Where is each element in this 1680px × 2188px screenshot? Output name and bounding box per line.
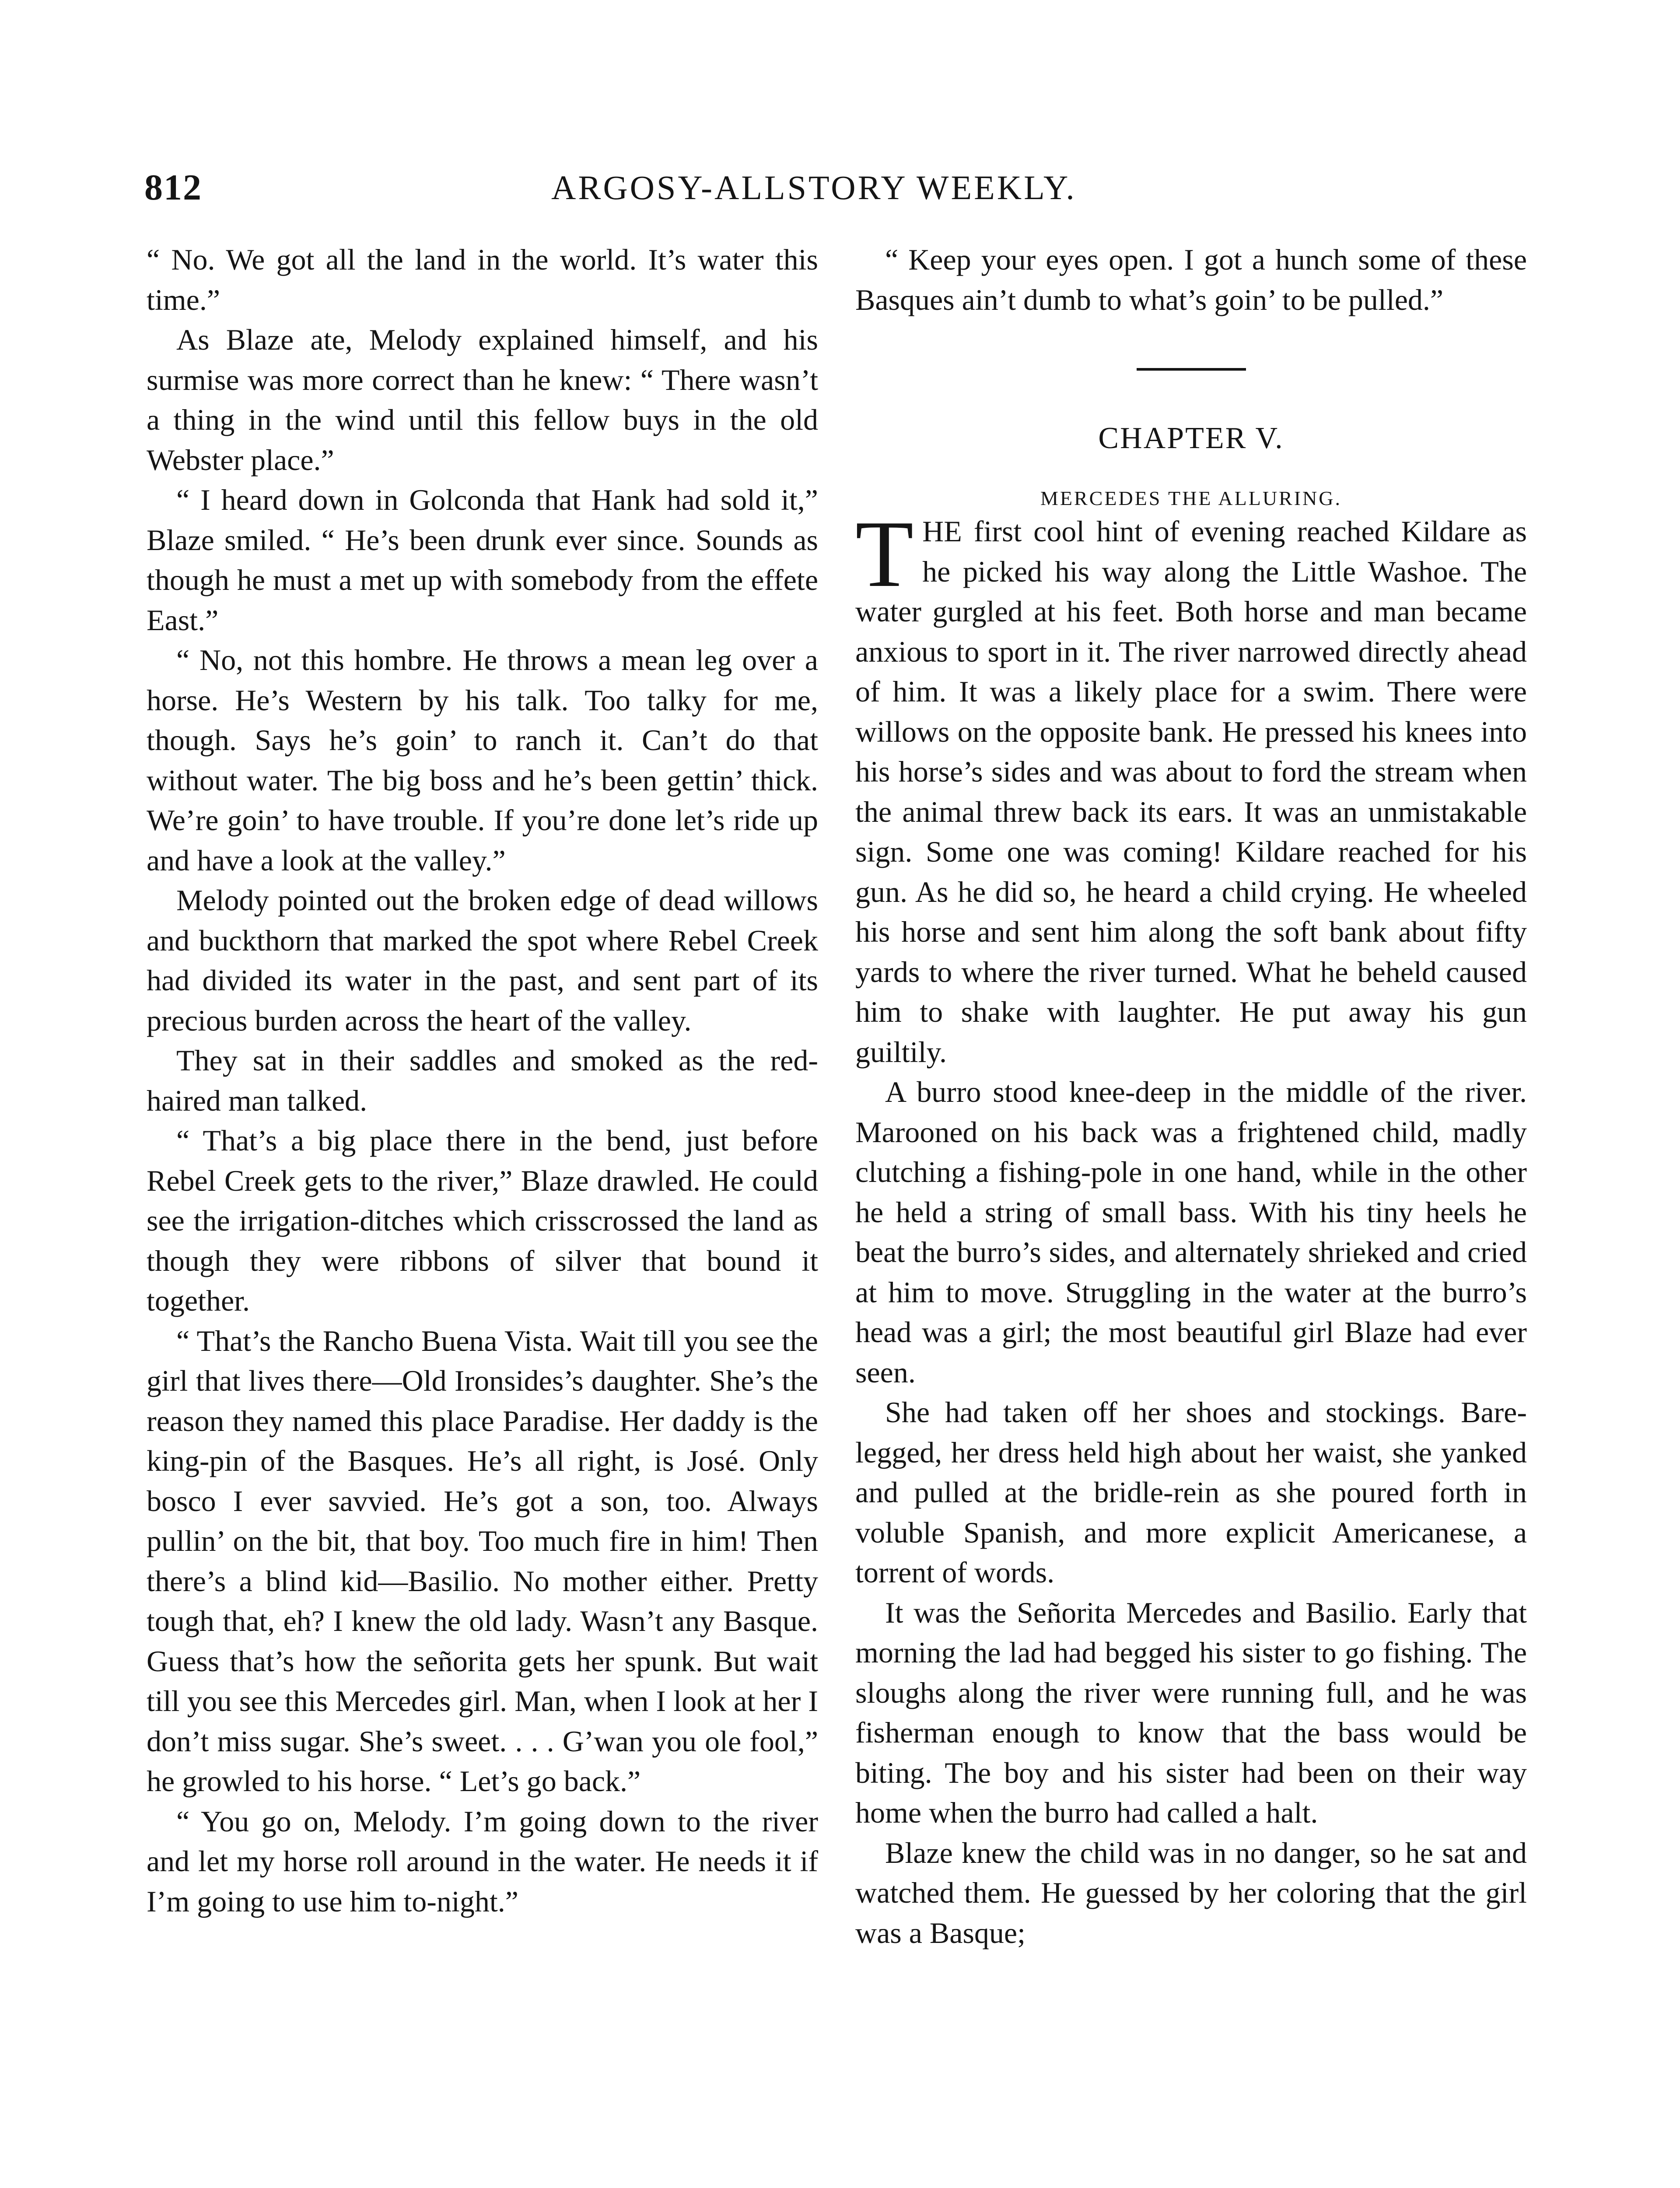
paragraph: It was the Señorita Mercedes and Basilio. Early that morning the lad had begged his sister to go fishing. The sloughs along the river were running full, and he was fisherman enough to know that the bass would be biting. The boy and his sister had been on their way home when the burro had called a halt. bbox=[855, 1595, 1527, 1829]
section-divider bbox=[1137, 368, 1246, 371]
chapter-opening-paragraph bbox=[855, 501, 1527, 1072]
paragraph: “ No. We got all the land in the world. It’s water this time.” bbox=[147, 243, 818, 316]
chapter-subtitle: MERCEDES THE ALLURING. bbox=[1040, 487, 1342, 509]
chapter-title: CHAPTER V. bbox=[1098, 421, 1284, 455]
paragraph: As Blaze ate, Melody explained himself, and his surmise was more correct than he knew: “ There wasn’t a thing in the wind until this fellow buys in the old Webster place.” bbox=[147, 323, 818, 477]
running-head bbox=[144, 166, 1544, 219]
chapter-opening-text: HE first cool hint of evening reached Kildare as he picked his way along the Little Washoe. The water gurgled at his feet. Both horse and man became anxious to sport in it. The river narrowed directly ahead of him. It was a likely place for a swim. There were willows on the opposite bank. He pressed his knees into his horse’s sides and was about to ford the stream when the animal threw back its ears. It was an unmistakable sign. Some one was coming! Kildare reached for his gun. As he did so, he heard a child crying. He wheeled his horse and sent him along the soft bank about fifty yards to where the river turned. What he beheld caused him to shake with laughter. He put away his gun guiltily. bbox=[855, 515, 1527, 1069]
paragraph: “ That’s a big place there in the bend, just before Rebel Creek gets to the river,” Blaze drawled. He could see the irrigation-ditches which crisscrossed the land as though they were ribbons of silver that bound it together. bbox=[147, 1124, 818, 1317]
paragraph: “ No, not this hombre. He throws a mean leg over a horse. He’s Western by his talk. Too talky for me, though. Says he’s goin’ to ranch it. Can’t do that without water. The big boss and he’s been gettin’ thick. We’re goin’ to have trouble. If you’re done let’s ride up and have a look at the valley.” bbox=[147, 643, 818, 877]
paragraph: A burro stood knee-deep in the middle of the river. Marooned on his back was a frightened child, madly clutching a fishing-pole in one hand, while in the other he held a string of small bass. With his tiny heels he beat the burro’s sides, and alternately shrieked and cried at him to move. Struggling in the water at the burro’s head was a girl; the most beautiful girl Blaze had ever seen. bbox=[855, 1075, 1527, 1389]
paragraph: They sat in their saddles and smoked as the red-haired man talked. bbox=[147, 1044, 818, 1117]
magazine-title: ARGOSY-ALLSTORY WEEKLY. bbox=[551, 168, 1077, 207]
right-column bbox=[855, 240, 1527, 1953]
paragraph: “ That’s the Rancho Buena Vista. Wait till you see the girl that lives there—Old Ironsides’s daughter. She’s the reason they named this place Paradise. Her daddy is the king-pin of the Basques. He’s all right, is José. Only bosco I ever savvied. He’s got a son, too. Always pullin’ on the bit, that boy. Too much fire in him! Then there’s a blind kid—Basilio. No mother either. Pretty tough that, eh? I knew the old lady. Wasn’t any Basque. Guess that’s how the señorita gets her spunk. But wait till you see this Mercedes girl. Man, when I look at her I don’t miss sugar. She’s sweet. . . . G’wan you ole fool,” he growled to his horse. “ Let’s go back.” bbox=[147, 1324, 818, 1798]
paragraph: Blaze knew the child was in no danger, so he sat and watched them. He guessed by her coloring that the girl was a Basque; bbox=[855, 1836, 1527, 1950]
page-number: 812 bbox=[144, 167, 202, 208]
drop-cap: T bbox=[855, 501, 914, 607]
left-column bbox=[147, 240, 818, 1922]
paragraph: “ You go on, Melody. I’m going down to the river and let my horse roll around in the water. He needs it if I’m going to use him to-night.” bbox=[147, 1804, 818, 1918]
paragraph: “ I heard down in Golconda that Hank had sold it,” Blaze smiled. “ He’s been drunk ever since. Sounds as though he must a met up with somebody from the effete East.” bbox=[147, 483, 818, 637]
paragraph: “ Keep your eyes open. I got a hunch some of these Basques ain’t dumb to what’s goin’ to be pulled.” bbox=[855, 243, 1527, 316]
paragraph: Melody pointed out the broken edge of dead willows and buckthorn that marked the spot where Rebel Creek had divided its water in the past, and sent part of its precious burden across the heart of the valley. bbox=[147, 884, 818, 1037]
paragraph: She had taken off her shoes and stockings. Bare-legged, her dress held high about her waist, she yanked and pulled at the bridle-rein as she poured forth in voluble Spanish, and more explicit Americanese, a torrent of words. bbox=[855, 1396, 1527, 1589]
